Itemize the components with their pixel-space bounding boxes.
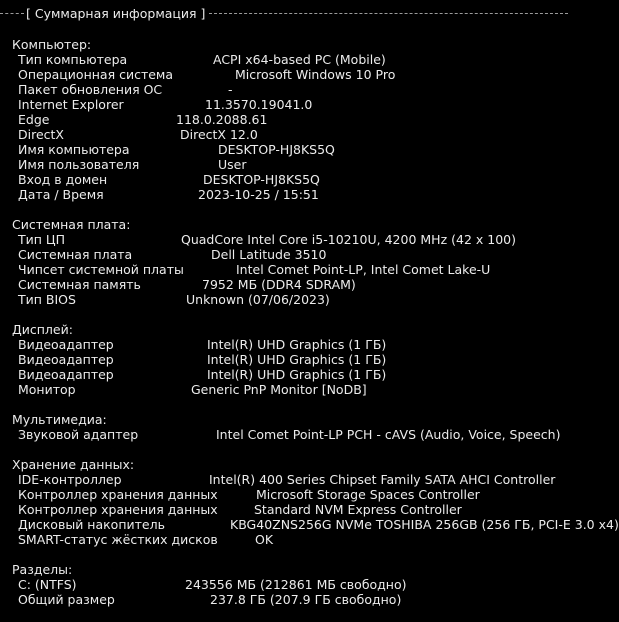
- field-label: Общий размер: [18, 592, 115, 607]
- field-bios-type: [12, 292, 572, 307]
- field-label: DirectX: [18, 127, 64, 142]
- field-value: OK: [255, 532, 274, 547]
- field-value: Dell Latitude 3510: [211, 247, 327, 262]
- field-value: QuadCore Intel Core i5-10210U, 4200 MHz (42 x 100): [181, 232, 516, 247]
- section-multimedia: [12, 412, 572, 442]
- field-user-name: [12, 157, 572, 172]
- field-label: Видеоадаптер: [18, 337, 114, 352]
- field-value: ACPI x64-based PC (Mobile): [213, 52, 386, 67]
- header-title: [ Суммарная информация ]: [26, 5, 206, 21]
- field-value: DESKTOP-HJ8KS5Q: [203, 172, 320, 187]
- field-computer-type: [12, 52, 572, 67]
- field-label: Тип ЦП: [18, 232, 66, 247]
- field-storage-controller: [12, 487, 572, 502]
- field-edge: [12, 112, 572, 127]
- field-label: C: (NTFS): [18, 577, 77, 592]
- field-value: 118.0.2088.61: [176, 112, 268, 127]
- header-divider-right: [209, 13, 568, 14]
- field-value: Generic PnP Monitor [NoDB]: [191, 382, 367, 397]
- field-os: [12, 67, 572, 82]
- field-system-memory: [12, 277, 572, 292]
- field-os-service-pack: [12, 82, 572, 97]
- field-monitor: [12, 382, 572, 397]
- field-chipset: [12, 262, 572, 277]
- field-label: Дата / Время: [18, 187, 104, 202]
- field-value: DirectX 12.0: [180, 127, 258, 142]
- field-ide-controller: [12, 472, 572, 487]
- field-disk-drive: [12, 517, 619, 532]
- field-value: Standard NVM Express Controller: [254, 502, 462, 517]
- field-value: 11.3570.19041.0: [205, 97, 313, 112]
- field-value: Intel Comet Point-LP, Intel Comet Lake-U: [236, 262, 491, 277]
- field-value: Intel(R) UHD Graphics (1 ГБ): [207, 337, 387, 352]
- field-label: Чипсет системной платы: [18, 262, 184, 277]
- section-title: Разделы:: [12, 562, 73, 577]
- section-display: [12, 322, 572, 397]
- field-label: SMART-статус жёстких дисков: [18, 532, 218, 547]
- field-label: Контроллер хранения данных: [18, 487, 218, 502]
- field-value: 7952 МБ (DDR4 SDRAM): [202, 277, 356, 292]
- field-label: Звуковой адаптер: [18, 427, 139, 442]
- field-label: Имя пользователя: [18, 157, 140, 172]
- field-internet-explorer: [12, 97, 572, 112]
- field-value: Microsoft Storage Spaces Controller: [256, 487, 480, 502]
- field-audio-adapter: [12, 427, 572, 442]
- field-value: 2023-10-25 / 15:51: [198, 187, 319, 202]
- report-content: [12, 37, 619, 622]
- section-title: Мультимедиа:: [12, 412, 107, 427]
- field-label: Тип компьютера: [18, 52, 128, 67]
- field-video-adapter: [12, 367, 572, 382]
- field-label: Дисковый накопитель: [18, 517, 165, 532]
- field-video-adapter: [12, 352, 572, 367]
- section-title: Дисплей:: [12, 322, 73, 337]
- field-value: Intel(R) UHD Graphics (1 ГБ): [207, 352, 387, 367]
- field-label: Видеоадаптер: [18, 352, 114, 367]
- field-domain-logon: [12, 172, 572, 187]
- field-label: Операционная система: [18, 67, 174, 82]
- section-title: Компьютер:: [12, 37, 92, 52]
- field-value: 237.8 ГБ (207.9 ГБ свободно): [210, 592, 402, 607]
- field-value: -: [228, 82, 233, 97]
- section-title: Системная плата:: [12, 217, 131, 232]
- section-storage: [12, 457, 619, 547]
- header-divider-left: [0, 13, 24, 14]
- field-label: Тип BIOS: [18, 292, 76, 307]
- field-total-size: [12, 592, 572, 607]
- field-video-adapter: [12, 337, 572, 352]
- section-title: Хранение данных:: [12, 457, 135, 472]
- field-value: Intel Comet Point-LP PCH - cAVS (Audio, Voice, Speech): [216, 427, 561, 442]
- field-label: Контроллер хранения данных: [18, 502, 218, 517]
- field-label: Вход в домен: [18, 172, 108, 187]
- field-date-time: [12, 187, 572, 202]
- field-computer-name: [12, 142, 572, 157]
- field-label: IDE-контроллер: [18, 472, 122, 487]
- field-label: Монитор: [18, 382, 76, 397]
- field-label: Системная память: [18, 277, 141, 292]
- section-partitions: [12, 562, 572, 607]
- field-value: Intel(R) 400 Series Chipset Family SATA AHCI Controller: [209, 472, 556, 487]
- field-value: KBG40ZNS256G NVMe TOSHIBA 256GB (256 ГБ, PCI-E 3.0 x4): [230, 517, 619, 532]
- field-value: User: [218, 157, 247, 172]
- field-label: Видеоадаптер: [18, 367, 114, 382]
- field-value: Microsoft Windows 10 Pro: [235, 67, 396, 82]
- field-label: Internet Explorer: [18, 97, 124, 112]
- field-label: Пакет обновления ОС: [18, 82, 163, 97]
- field-value: Unknown (07/06/2023): [186, 292, 330, 307]
- section-computer: [12, 37, 572, 202]
- field-value: DESKTOP-HJ8KS5Q: [218, 142, 335, 157]
- field-storage-controller: [12, 502, 572, 517]
- field-directx: [12, 127, 572, 142]
- field-smart-status: [12, 532, 572, 547]
- field-label: Системная плата: [18, 247, 133, 262]
- section-motherboard: [12, 217, 572, 307]
- field-label: Edge: [18, 112, 50, 127]
- field-value: Intel(R) UHD Graphics (1 ГБ): [207, 367, 387, 382]
- field-value: 243556 МБ (212861 МБ свободно): [185, 577, 407, 592]
- field-motherboard: [12, 247, 572, 262]
- section-header: [0, 4, 572, 22]
- field-label: Имя компьютера: [18, 142, 130, 157]
- field-cpu-type: [12, 232, 572, 247]
- field-partition-c: [12, 577, 572, 592]
